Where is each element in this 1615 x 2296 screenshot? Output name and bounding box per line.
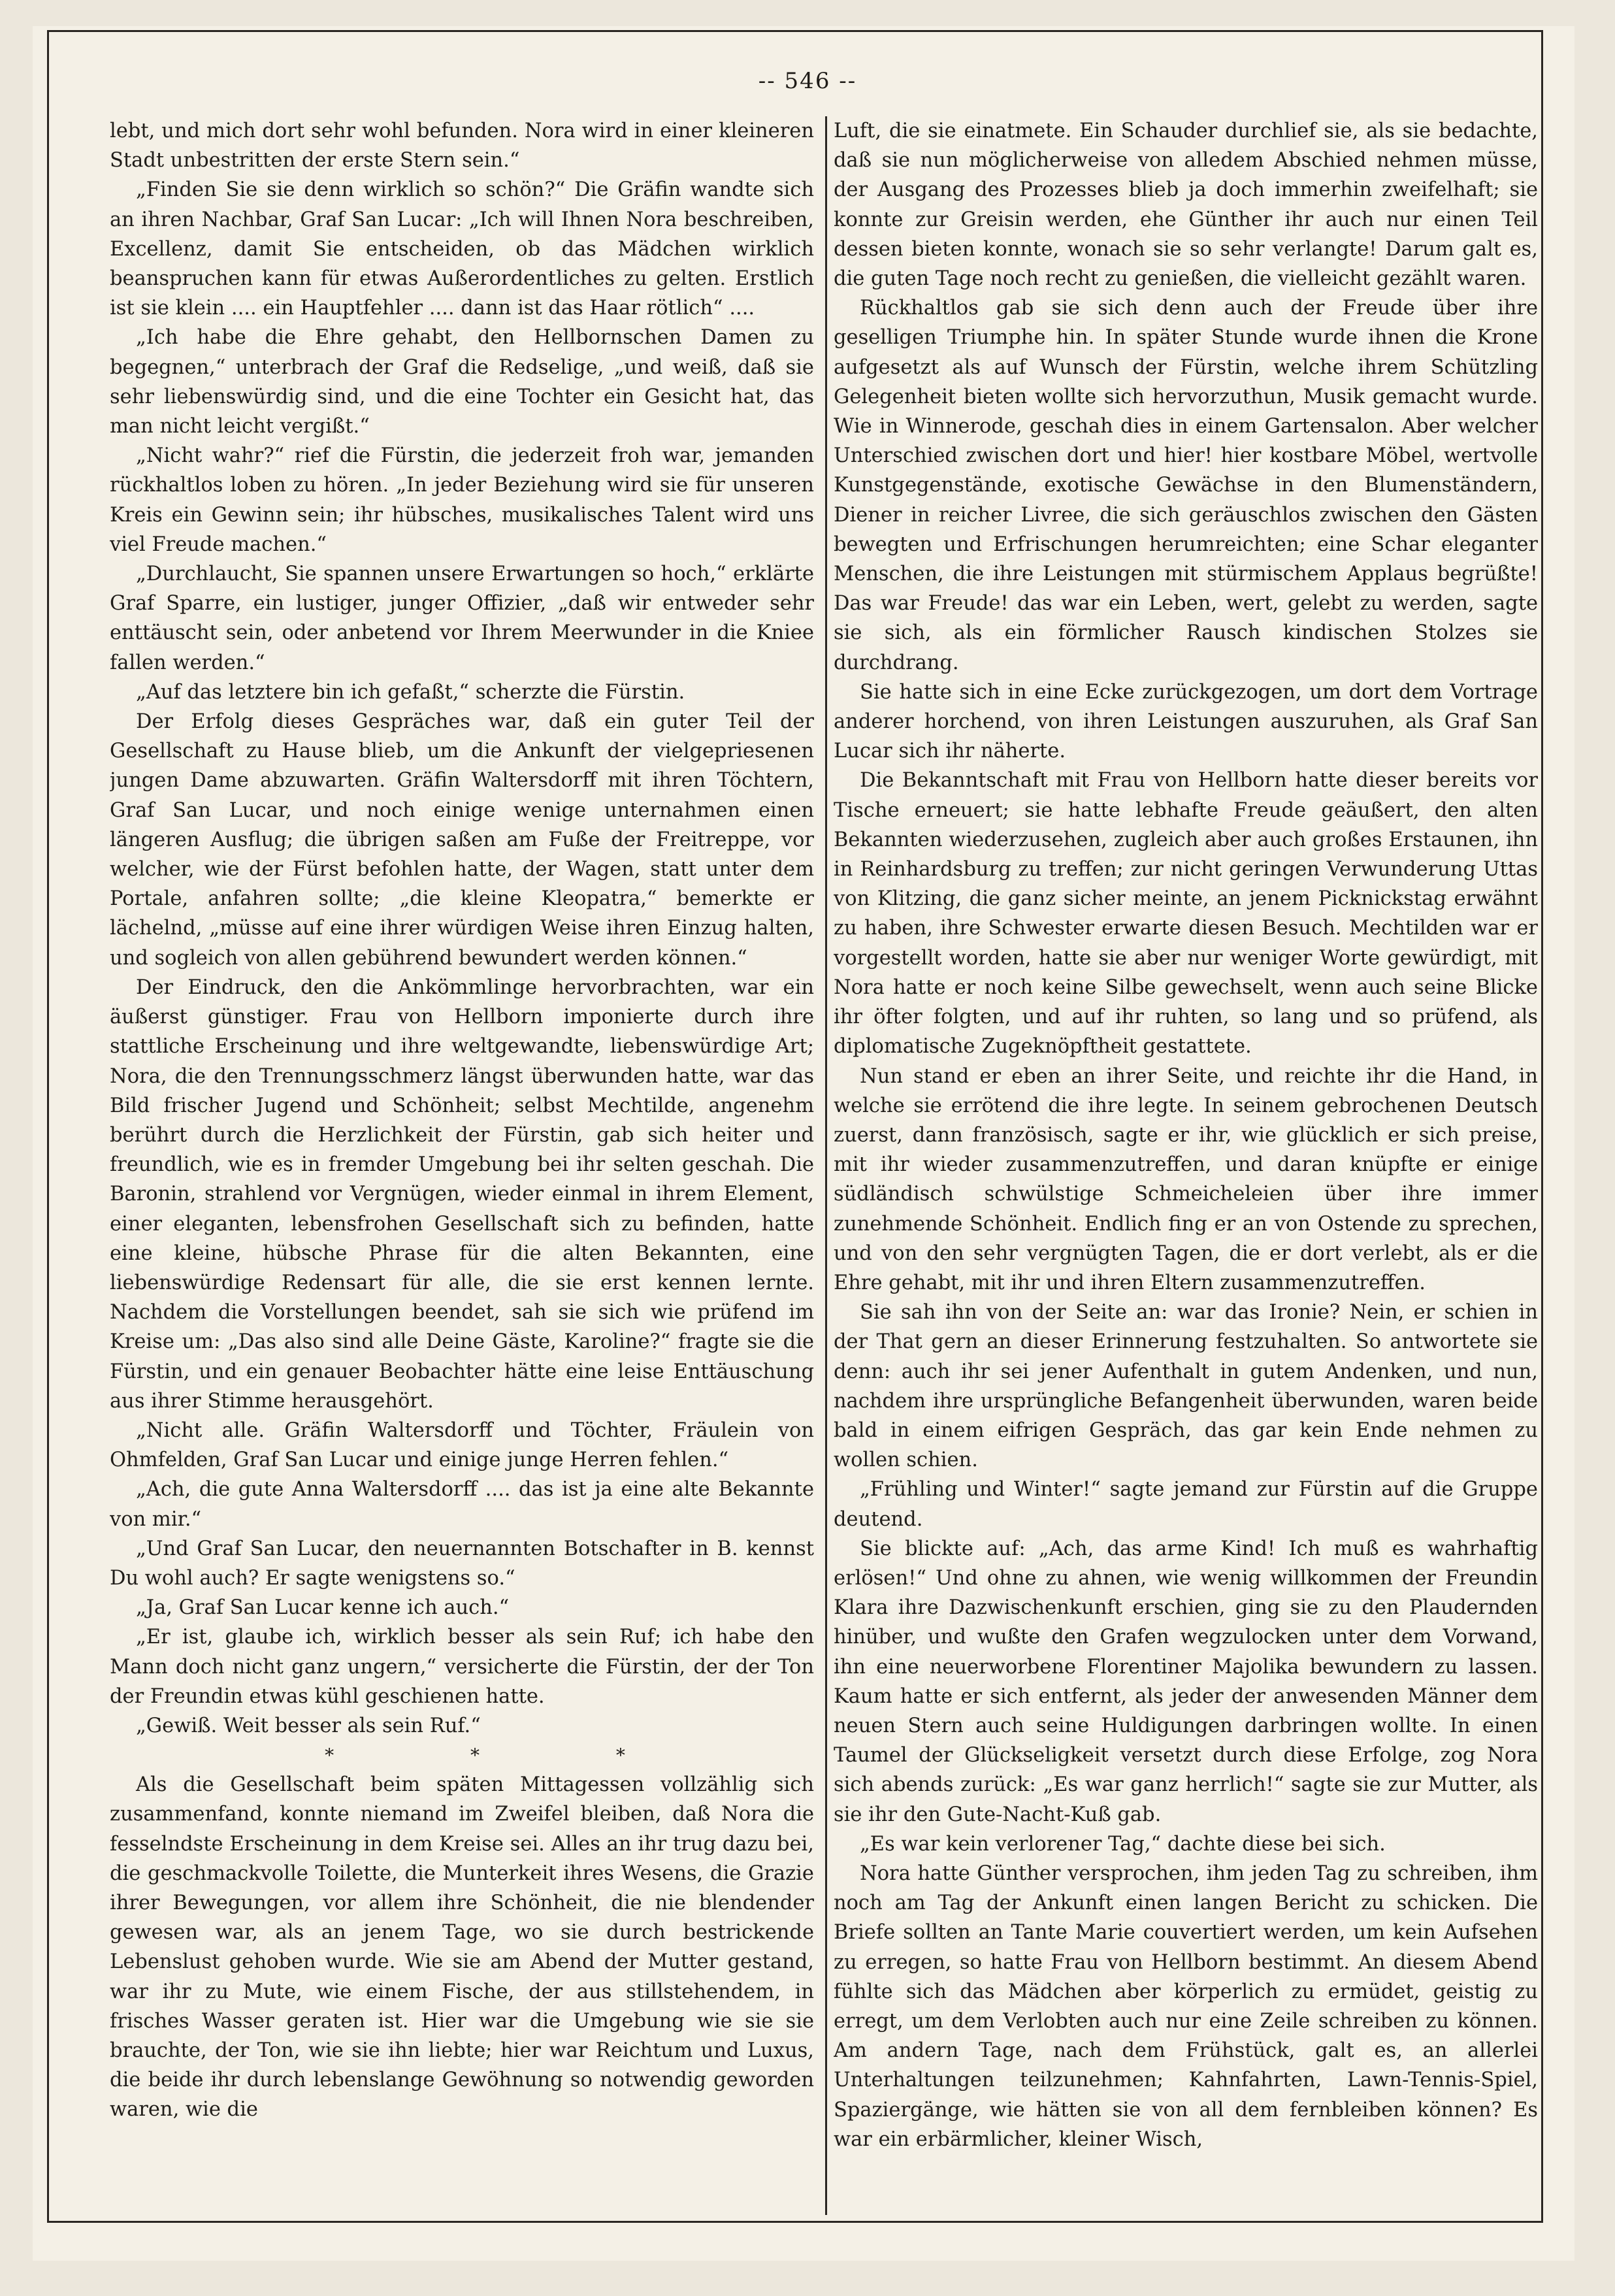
paragraph: „Es war kein verlorener Tag,“ dachte diese bei sich. bbox=[860, 1832, 1386, 1856]
paragraph: „Und Graf San Lucar, den neuernannten Botschafter in B. kennst Du wohl auch? Er sagte wenigstens so.“ bbox=[110, 1537, 814, 1590]
paragraph: Nun stand er eben an ihrer Seite, und reichte ihr die Hand, in welche sie errötend die ihre legte. In seinem gebrochenen Deutsch zuerst, dann französisch, sagte er ihr, wie glücklich er sich preise, mit ihr wieder zusammenzutreffen, und daran knüpfte er einige südländisch schwülstige Schmeicheleien über ihre immer zunehmende Schönheit. Endlich fing er an von Ostende zu sprechen, und von den sehr vergnügten Tagen, die er dort verlebt, als er die Ehre gehabt, mit ihr und ihren Eltern zusammenzutreffen. bbox=[834, 1064, 1538, 1294]
column-divider bbox=[825, 116, 827, 2215]
paragraph: Sie sah ihn von der Seite an: war das Ironie? Nein, er schien in der That gern an dieser Erinnerung festzuhalten. So antwortete sie denn: auch ihr sei jener Aufenthalt in gutem Andenken, und nun, nachdem ihre ursprüngliche Befangenheit überwunden, waren beide bald in einem eifrigen Gespräch, das gar kein Ende nehmen zu wollen schien. bbox=[834, 1301, 1538, 1472]
paragraph: „Ich habe die Ehre gehabt, den Hellbornschen Damen zu begegnen,“ unterbrach der Graf die Redselige, „und weiß, daß sie sehr liebenswürdig sind, und die eine Tochter ein Gesicht hat, das man nicht leicht vergißt.“ bbox=[110, 326, 814, 438]
paragraph: Luft, die sie einatmete. Ein Schauder durchlief sie, als sie bedachte, daß sie nun möglicherweise von alledem Abschied nehmen müsse, der Ausgang des Prozesses blieb ja doch immerhin zweifelhaft; sie konnte zur Greisin werden, ehe Günther ihr auch nur einen Teil dessen bieten konnte, wonach sie so sehr verlangte! Darum galt es, die guten Tage noch recht zu genießen, die vielleicht gezählt waren. bbox=[834, 120, 1538, 291]
paragraph: Sie blickte auf: „Ach, das arme Kind! Ich muß es wahrhaftig erlösen!“ Und ohne zu ahnen, wie wenig willkommen der Freundin Klara ihre Dazwischenkunft erschien, ging sie zu den Plaudernden hinüber, und wußte den Grafen wegzulocken unter dem Vorwand, ihn eine neuerworbene Florentiner Majolika bewundern zu lassen. Kaum hatte er sich entfernt, als jeder der anwesenden Männer dem neuen Stern auch seine Huldigungen darbringen wollte. In einen Taumel der Glückseligkeit versetzt durch diese Erfolge, zog Nora sich abends zurück: „Es war ganz herrlich!“ sagte sie zur Mutter, als sie ihr den Gute-Nacht-Kuß gab. bbox=[834, 1537, 1538, 1826]
paragraph: Der Eindruck, den die Ankömmlinge hervorbrachten, war ein äußerst günstiger. Frau von Hellborn imponierte durch ihre stattliche Erscheinung und ihre weltgewandte, liebenswürdige Art; Nora, die den Trennungsschmerz längst überwunden hatte, war das Bild frischer Jugend und Schönheit; selbst Mechtilde, angenehm berührt durch die Herzlichkeit der Fürstin, gab sich heiter und freundlich, wie es in fremder Umgebung bei ihr selten geschah. Die Baronin, strahlend vor Vergnügen, wieder einmal in ihrem Element, einer eleganten, lebensfrohen Gesellschaft sich zu befinden, hatte eine kleine, hübsche Phrase für die alten Bekannten, eine liebenswürdige Redensart für alle, die sie erst kennen lernte. Nachdem die Vorstellungen beendet, sah sie sich wie prüfend im Kreise um: „Das also sind alle Deine Gäste, Karoline?“ fragte sie die Fürstin, und ein genauer Beobachter hätte eine leise Enttäuschung aus ihrer Stimme herausgehört. bbox=[110, 976, 814, 1413]
right-column bbox=[834, 116, 1538, 2207]
paragraph: „Finden Sie sie denn wirklich so schön?“ Die Gräfin wandte sich an ihren Nachbar, Graf San Lucar: „Ich will Ihnen Nora beschreiben, Excellenz, damit Sie entscheiden, ob das Mädchen wirklich beanspruchen kann für etwas Außerordentliches zu gelten. Erstlich ist sie klein .... ein Hauptfehler .... dann ist das Haar rötlich“ .... bbox=[110, 178, 814, 320]
paragraph: Nora hatte Günther versprochen, ihm jeden Tag zu schreiben, ihm noch am Tag der Ankunft einen langen Bericht zu schicken. Die Briefe sollten an Tante Marie couvertiert werden, um kein Aufsehen zu erregen, so hatte Frau von Hellborn bestimmt. An diesem Abend fühlte sich das Mädchen aber körperlich zu ermüdet, geistig zu erregt, um dem Verlobten auch nur eine Zeile schreiben zu können. Am andern Tage, nach dem Frühstück, galt es, an allerlei Unterhaltungen teilzunehmen; Kahnfahrten, Lawn-Tennis-Spiel, Spaziergänge, wie hätten sie von all dem fernbleiben können? Es war ein erbärmlicher, kleiner Wisch, bbox=[834, 1861, 1538, 2151]
paragraph: „Auf das letztere bin ich gefaßt,“ scherzte die Fürstin. bbox=[136, 680, 685, 704]
paragraph: „Durchlaucht, Sie spannen unsere Erwartungen so hoch,“ erklärte Graf Sparre, ein lustiger, junger Offizier, „daß wir entweder sehr enttäuscht sein, oder anbetend vor Ihrem Meerwunder in die Kniee fallen werden.“ bbox=[110, 563, 814, 674]
paragraph: „Ach, die gute Anna Waltersdorff .... das ist ja eine alte Bekannte von mir.“ bbox=[110, 1478, 814, 1531]
paragraph: lebt, und mich dort sehr wohl befunden. Nora wird in einer kleineren Stadt unbestritten der erste Stern sein.“ bbox=[110, 120, 814, 172]
paragraph: Als die Gesellschaft beim späten Mittagessen vollzählig sich zusammenfand, konnte niemand im Zweifel bleiben, daß Nora die fesselndste Erscheinung in dem Kreise sei. Alles an ihr trug dazu bei, die geschmackvolle Toilette, die Munterkeit ihres Wesens, die Grazie ihrer Bewegungen, vor allem ihre Schönheit, die nie blendender gewesen war, als an jenem Tage, wo sie durch bestrickende Lebenslust gehoben wurde. Wie sie am Abend der Mutter gestand, war ihr zu Mute, wie einem Fische, der aus stillstehendem, in frisches Wasser geraten ist. Hier war die Umgebung wie sie sie brauchte, der Ton, wie sie ihn liebte; hier war Reichtum und Luxus, die beide ihr durch lebenslange Gewöhnung so notwendig geworden waren, wie die bbox=[110, 1773, 814, 2122]
paragraph: „Gewiß. Weit besser als sein Ruf.“ bbox=[136, 1714, 481, 1737]
left-column bbox=[110, 116, 814, 2207]
paragraph: Rückhaltlos gab sie sich denn auch der Freude über ihre geselligen Triumphe hin. In später Stunde wurde ihnen die Krone aufgesetzt als auf Wunsch der Fürstin, welche ihrem Schützling Gelegenheit bieten wollte sich hervorzuthun, Musik gemacht wurde. Wie in Winnerode, geschah dies in einem Gartensalon. Aber welcher Unterschied zwischen dort und hier! hier kostbare Möbel, wertvolle Kunstgegenstände, exotische Gewächse in den Blumenständern, Diener in reicher Livree, die sich geräuschlos zwischen den Gästen bewegten und Erfrischungen herumreichten; eine Schar eleganter Menschen, die ihre Leistungen mit stürmischem Applaus begrüßte! Das war Freude! das war ein Leben, wert, gelebt zu werden, sagte sie sich, als ein förmlicher Rausch kindischen Stolzes sie durchdrang. bbox=[834, 297, 1538, 674]
paragraph: Die Bekanntschaft mit Frau von Hellborn hatte dieser bereits vor Tische erneuert; sie hatte lebhafte Freude geäußert, den alten Bekannten wiederzusehen, zugleich aber auch großes Erstaunen, ihn in Reinhardsburg zu treffen; zur nicht geringen Verwunderung Uttas von Klitzing, die ganz sicher meinte, an jenem Picknickstag erwähnt zu haben, ihre Schwester erwarte diesen Besuch. Mechtilden war er vorgestellt worden, hatte sie aber nur weniger Worte gewürdigt, mit Nora hatte er noch keine Silbe gewechselt, wenn auch seine Blicke ihr öfter folgten, und auf ihr ruhten, so lang und so prüfend, als diplomatische Zugeknöpftheit gestattete. bbox=[834, 769, 1538, 1058]
paragraph: Der Erfolg dieses Gespräches war, daß ein guter Teil der Gesellschaft zu Hause blieb, um die Ankunft der vielgepriesenen jungen Dame abzuwarten. Gräfin Waltersdorff mit ihren Töchtern, Graf San Lucar, und noch einige wenige unternahmen einen längeren Ausflug; die übrigen saßen am Fuße der Freitreppe, vor welcher, wie der Fürst befohlen hatte, der Wagen, statt unter dem Portale, anfahren sollte; „die kleine Kleopatra,“ bemerkte er lächelnd, „müsse auf eine ihrer würdigen Weise ihren Einzug halten, und sogleich von allen gebührend bewundert werden können.“ bbox=[110, 710, 814, 970]
paragraph: „Er ist, glaube ich, wirklich besser als sein Ruf; ich habe den Mann doch nicht ganz ungern,“ versicherte die Fürstin, der der Ton der Freundin etwas kühl geschienen hatte. bbox=[110, 1626, 814, 1708]
paragraph: Sie hatte sich in eine Ecke zurückgezogen, um dort dem Vortrage anderer horchend, von ihren Leistungen auszuruhen, als Graf San Lucar sich ihr näherte. bbox=[834, 680, 1538, 763]
paragraph: „Nicht wahr?“ rief die Fürstin, die jederzeit froh war, jemanden rückhaltlos loben zu hören. „In jeder Beziehung wird sie für unseren Kreis ein Gewinn sein; ihr hübsches, musikalisches Talent wird uns viel Freude machen.“ bbox=[110, 444, 814, 556]
section-separator: * * * bbox=[325, 1745, 691, 1767]
paragraph: „Ja, Graf San Lucar kenne ich auch.“ bbox=[136, 1596, 510, 1620]
paragraph: „Frühling und Winter!“ sagte jemand zur Fürstin auf die Gruppe deutend. bbox=[834, 1478, 1538, 1531]
page-number: -- 546 -- bbox=[758, 68, 857, 94]
paragraph: „Nicht alle. Gräfin Waltersdorff und Töchter, Fräulein von Ohmfelden, Graf San Lucar und einige junge Herren fehlen.“ bbox=[110, 1419, 814, 1472]
